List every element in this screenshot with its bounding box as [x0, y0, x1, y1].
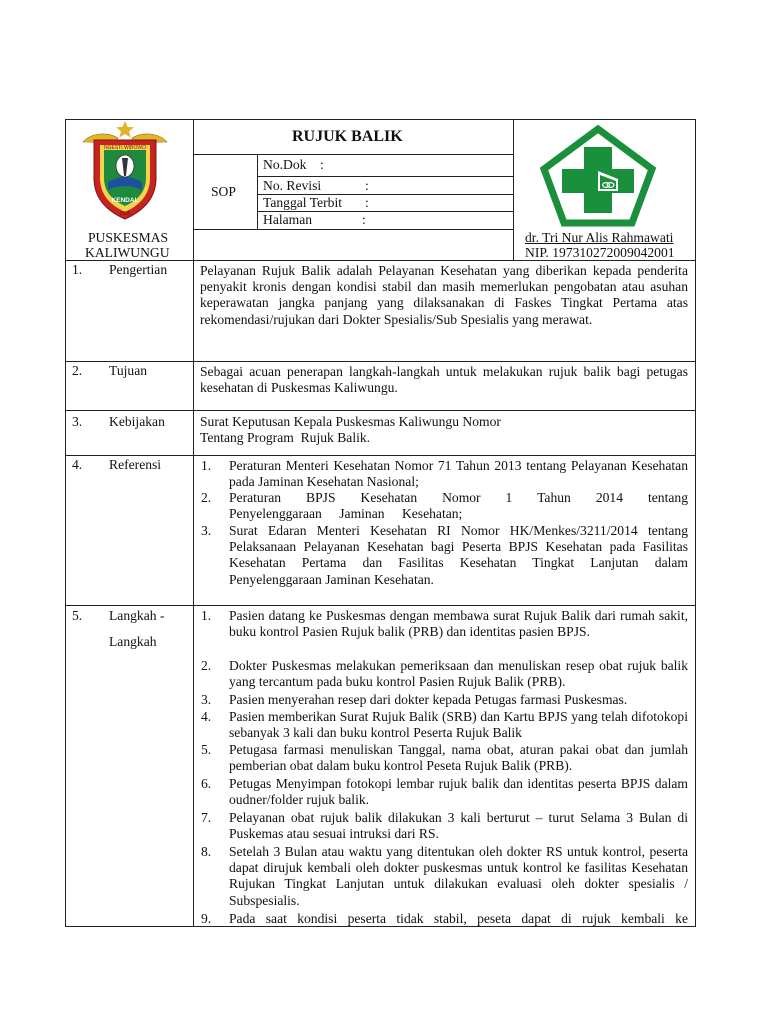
section-divider	[65, 605, 696, 606]
title-row-bottom	[193, 154, 514, 155]
section-divider	[65, 455, 696, 456]
section-label-referensi: Referensi	[109, 457, 162, 472]
document-title: RUJUK BALIK	[292, 128, 403, 145]
field-halaman-label: Halaman	[263, 212, 313, 227]
emblem-star	[116, 121, 134, 138]
sop-label: SOP	[211, 184, 236, 199]
header-right-divider	[513, 119, 514, 260]
field-no-revisi-label: No. Revisi	[263, 178, 322, 193]
section-divider	[65, 410, 696, 411]
section-number: 3.	[72, 414, 83, 429]
field-tanggal-terbit-label: Tanggal Terbit	[263, 195, 343, 210]
section-number: 1.	[72, 262, 83, 277]
header-logo-row-bottom	[193, 229, 514, 230]
table-column-divider	[193, 119, 194, 927]
sop-document: NGESTI WIBOWO KENDAL 1605 RUJUK BALIK SOP No.Dok : No. Revisi : Tanggal Terbit : Halaman : PUSKESMAS KALIWUNGU dr. Tri Nur Alis Rahmawati NIP. 197310272009042001 1. Pengertian Pelayanan Rujuk Balik adalah Pelayanan Kesehatan yang diberikan kepada penderita penyakit kronis dengan kondisi stabil dan masih memerlukan pengobatan atau asuhan keperawatan jangka panjang yang dilaksanakan di Faskes Tingkat Pertama atas rekomendasi/rujukan dari Dokter Spesialis/Sub Spesialis yang merawat. 2. Tujuan Sebagai acuan penerapan langkah-langkah untuk melakukan rujuk balik bagi petugas kesehatan di Puskesmas Kaliwungu. 3. Kebijakan Surat Keputusan Kepala Puskesmas Kaliwungu Nomor Tentang Program Rujuk Balik. 4. Referensi 1. Peraturan Menteri Kesehatan Nomor 71 Tahun 2013 tentang Pelayanan Kesehatan pada Jaminan Kesehatan Nasional; 2. Peraturan BPJS Kesehatan Nomor 1 Tahun 2014 tentang Penyelenggaraan Jaminan Kesehatan; 3. Surat Edaran Menteri Kesehatan RI Nomor HK/Menkes/3211/2014 tentang Pelaksanaan Pelayanan Kesehatan bagi Peserta BPJS Kesehatan pada Fasilitas Kesehatan Pertama dan Fasilitas Kesehatan Tingkat Lanjutan dalam Penyelenggaraan Jaminan Kesehatan. 5. Langkah - Langkah 1. Pasien datang ke Puskesmas dengan membawa surat Rujuk Balik dari rumah sakit, buku kontrol Pasien Rujuk balik (PRB) dan identitas pasien BPJS. 2. Dokter Puskesmas melakukan pemeriksaan dan menuliskan resep obat rujuk balik yang tercantum pada buku kontrol Pasien Rujuk Balik (PRB). 3. Pasien menyerahan resep dari dokter kepada Petugas farmasi Puskesmas. 4. Pasien memberikan Surat Rujuk Balik (SRB) dan Kartu BPJS yang telah difotokopi sebanyak 3 kali dan buku kontrol Peserta Rujuk Balik 5. Petugasa farmasi menuliskan Tanggal, nama obat, aturan pakai obat dan jumlah pemberian obat dalam buku kontrol Peseta Rujuk Balik (PRB). 6. Petugas Menyimpan fotokopi lembar rujuk balik dan identitas peserta BPJS dalam oudner/folder rujuk balik. 7. Pelayanan obat rujuk balik dilakukan 3 kali berturut – turut Selama 3 Bulan di Puskemas atau sesuai intruksi dari RS. 8. Setelah 3 Bulan atau waktu yang ditentukan oleh dokter RS untuk kontrol, peserta dapat dirujuk kembali oleh dokter puskesmas untuk kontrol ke fasilitas Kesehatan Rujukan Tingkat Lanjutan untuk dilakukan evaluasi oleh dokter spesialis / Subspesialis. 9. Pada saat kondisi peserta tidak stabil, peseta dapat di rujuk kembali ke	[0, 0, 768, 1024]
field-no-revisi-value: :	[365, 178, 369, 193]
section-number: 5.	[72, 608, 83, 623]
section-text-kebijakan-line2: Tentang Program Rujuk Balik.	[200, 430, 371, 445]
section-label-pengertian: Pengertian	[109, 262, 168, 277]
field-no-dok-label: No.Dok	[263, 157, 307, 172]
puskesmas-cross-logo	[540, 125, 656, 227]
field-halaman-value: :	[362, 212, 366, 227]
emblem-motto: NGESTI WIBOWO	[104, 145, 146, 151]
section-label-kebijakan: Kebijakan	[109, 414, 165, 429]
emblem-year: 1605	[119, 211, 131, 217]
section-label-langkah-line1: Langkah -	[109, 608, 165, 623]
section-label-tujuan: Tujuan	[109, 363, 148, 378]
kendal-emblem-logo	[78, 120, 172, 224]
field-no-dok-value: :	[320, 157, 324, 172]
section-number: 4.	[72, 457, 83, 472]
emblem-name: KENDAL	[111, 197, 139, 204]
section-text-tujuan: Sebagai acuan penerapan langkah-langkah untuk melakukan rujuk balik bagi petugas kesehatan di Puskesmas Kaliwungu.	[200, 364, 688, 396]
table-border-left	[65, 119, 66, 927]
head-nip: NIP. 197310272009042001	[525, 245, 675, 260]
field-tanggal-terbit-value: :	[365, 195, 369, 210]
section-label-langkah-line2: Langkah	[109, 634, 157, 649]
header-sop-divider	[257, 154, 258, 229]
org-name-line2: KALIWUNGU	[85, 245, 170, 260]
section-text-pengertian: Pelayanan Rujuk Balik adalah Pelayanan Kesehatan yang diberikan kepada penderita penyakit kronis dengan kondisi stabil dan masih memerlukan pengobatan atau asuhan keperawatan jangka panjang yang dilaksanakan di Faskes Tingkat Pertama atas rekomendasi/rujukan dari Dokter Spesialis/Sub Spesialis yang merawat.	[200, 263, 688, 327]
org-name-line1: PUSKESMAS	[88, 230, 169, 245]
section-divider	[65, 361, 696, 362]
section-text-kebijakan-line1: Surat Keputusan Kepala Puskesmas Kaliwungu Nomor	[200, 414, 501, 429]
head-name: dr. Tri Nur Alis Rahmawati	[525, 230, 674, 245]
table-border-right	[695, 119, 696, 927]
field-row-line	[257, 176, 514, 177]
section-number: 2.	[72, 363, 83, 378]
